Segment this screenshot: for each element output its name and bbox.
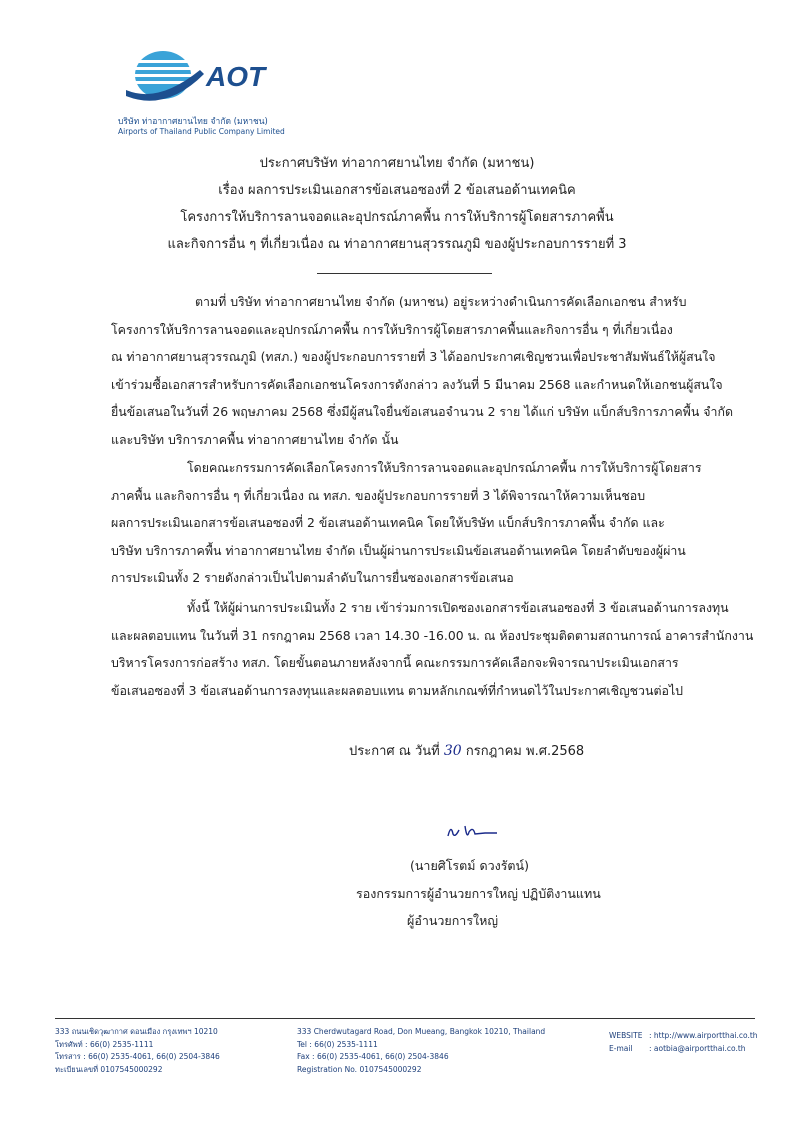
footer-address-en [297,1026,545,1076]
announcement-prefix: ประกาศ ณ วันที่ [349,744,440,759]
aot-logo-emblem [126,51,204,101]
paragraph-line: ภาคพื้น และกิจการอื่น ๆ ที่เกี่ยวเนื่อง ณ ทสภ. ของผู้ประกอบการรายที่ 3 ได้พิจารณาให้ความเห็นชอบ [111,487,646,503]
paragraph-line: ตามที่ บริษัท ท่าอากาศยานไทย จำกัด (มหาชน) อยู่ระหว่างดำเนินการคัดเลือกเอกชน สำหรับ [195,294,687,309]
paragraph-line: และผลตอบแทน ในวันที่ 31 กรกฎาคม 2568 เวลา 14.30 -16.00 น. ณ ห้องประชุมติดตามสถานการณ์ อาคารสำนักงาน [111,627,754,643]
footer-line: Tel : 66(0) 2535-1111 [297,1039,378,1049]
paragraph-line: ณ ท่าอากาศยานสุวรรณภูมิ (ทสภ.) ของผู้ประกอบการรายที่ 3 ได้ออกประกาศเชิญชวนเพื่อประชาสัมพันธ์ให้ผู้สนใจ [111,349,716,365]
title-divider [317,273,492,274]
footer-divider [55,1018,755,1019]
paragraph-line: การประเมินทั้ง 2 รายดังกล่าวเป็นไปตามลำดับในการยื่นซองเอกสารข้อเสนอ [111,570,514,586]
title-line-4: และกิจการอื่น ๆ ที่เกี่ยวเนื่อง ณ ท่าอากาศยานสุวรรณภูมิ ของผู้ประกอบการรายที่ 3 [167,237,627,252]
paragraph-1 [111,288,734,454]
footer-line: 333 ถนนเชิดวุฒากาศ ดอนเมือง กรุงเทพฯ 10210 [55,1027,218,1036]
signature [445,820,505,844]
footer-line: โทรสาร : 66(0) 2535-4061, 66(0) 2504-3846 [55,1052,220,1062]
footer-line: Registration No. 0107545000292 [297,1064,422,1074]
paragraph-line: ทั้งนี้ ให้ผู้ผ่านการประเมินทั้ง 2 ราย เข้าร่วมการเปิดซองเอกสารข้อเสนอซองที่ 3 ข้อเสนอด้านการลงทุน [187,600,729,615]
paragraph-line: ยื่นข้อเสนอในวันที่ 26 พฤษภาคม 2568 ซึ่งมีผู้สนใจยื่นข้อเสนอจำนวน 2 ราย ได้แก่ บริษัท แบ็กส์บริการภาคพื้น จำกัด [111,404,734,420]
email-label: E-mail [609,1043,633,1053]
signatory-name: (นายศิโรตม์ ดวงรัตน์) [410,858,529,873]
title-line-3: โครงการให้บริการลานจอดและอุปกรณ์ภาคพื้น การให้บริการผู้โดยสารภาคพื้น [180,210,614,225]
company-name-en: Airports of Thailand Public Company Limited [118,127,285,136]
email-link[interactable]: : aotbia@airportthai.co.th [649,1043,746,1053]
footer-line: Fax : 66(0) 2535-4061, 66(0) 2504-3846 [297,1052,449,1062]
paragraph-line: โดยคณะกรรมการคัดเลือกโครงการให้บริการลานจอดและอุปกรณ์ภาคพื้น การให้บริการผู้โดยสาร [187,460,702,475]
paragraph-line: ข้อเสนอซองที่ 3 ข้อเสนอด้านการลงทุนและผลตอบแทน ตามหลักเกณฑ์ที่กำหนดไว้ในประกาศเชิญชวนต่อไป [111,682,684,698]
company-name-th: บริษัท ท่าอากาศยานไทย จำกัด (มหาชน) [118,117,268,127]
footer-address-th [55,1026,220,1076]
paragraph-line: บริหารโครงการก่อสร้าง ทสภ. โดยขั้นตอนภายหลังจากนี้ คณะกรรมการคัดเลือกจะพิจารณาประเมินเอกสาร [111,655,679,671]
paragraph-3 [111,594,754,704]
website-link[interactable]: : http://www.airportthai.co.th [649,1031,758,1040]
paragraph-line: และบริษัท บริการภาคพื้น ท่าอากาศยานไทย จำกัด นั้น [111,431,399,447]
title-line-2: เรื่อง ผลการประเมินเอกสารข้อเสนอซองที่ 2 ข้อเสนอด้านเทคนิค [218,183,576,198]
paragraph-line: ผลการประเมินเอกสารข้อเสนอซองที่ 2 ข้อเสนอด้านเทคนิค โดยให้บริษัท แบ็กส์บริการภาคพื้น จำกัด และ [111,515,665,531]
paragraph-line: เข้าร่วมซื้อเอกสารสำหรับการคัดเลือกเอกชนโครงการดังกล่าว ลงวันที่ 5 มีนาคม 2568 และกำหนดให้เอกชนผู้สนใจ [111,376,723,392]
footer-line: ทะเบียนเลขที่ 0107545000292 [55,1064,163,1074]
paragraph-2 [111,454,702,592]
announcement-date [349,740,584,761]
signatory-position-2: ผู้อำนวยการใหญ่ [407,913,499,928]
announcement-day: 30 [443,743,462,759]
announcement-suffix: กรกฎาคม พ.ศ.2568 [465,744,585,759]
title-line-1: ประกาศบริษัท ท่าอากาศยานไทย จำกัด (มหาชน) [259,156,535,171]
paragraph-line: โครงการให้บริการลานจอดและอุปกรณ์ภาคพื้น การให้บริการผู้โดยสารภาคพื้นและกิจการอื่น ๆ ที่เกี่ยวเนื่อง [111,321,673,337]
document-title [110,150,684,258]
aot-logo-wordmark: AOT [206,61,266,92]
signatory-position: รองกรรมการผู้อำนวยการใหญ่ ปฏิบัติงานแทน [356,886,601,901]
footer-line: โทรศัพท์ : 66(0) 2535-1111 [55,1039,154,1049]
footer-contact [609,1030,758,1055]
website-label: WEBSITE [609,1031,643,1040]
paragraph-line: บริษัท บริการภาคพื้น ท่าอากาศยานไทย จำกัด เป็นผู้ผ่านการประเมินข้อเสนอด้านเทคนิค โดยลำดับของผู้ผ่าน [111,542,686,558]
footer-line: 333 Cherdwutagard Road, Don Mueang, Bangkok 10210, Thailand [297,1027,546,1036]
